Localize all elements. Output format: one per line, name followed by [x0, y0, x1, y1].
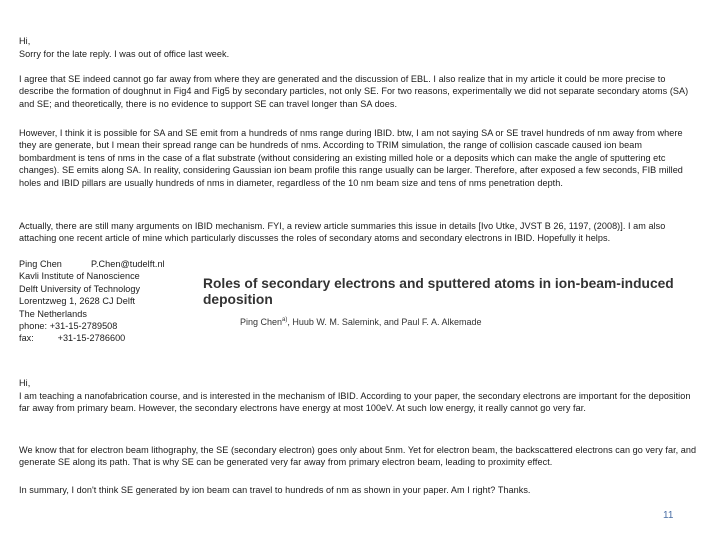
article-authors-line [203, 314, 688, 328]
signature-university: Delft University of Technology [19, 283, 141, 294]
signature-address: Lorentzweg 1, 2628 CJ Delft [19, 296, 136, 307]
email2-paragraph-1: I am teaching a nanofabrication course, and is interested in the mechanism of IBID. According to your paper, the secondary electrons are important for the deposition far away from primary beam. However, the secondary electrons have energy at most 100eV. At such low energy, it really cannot go very far. [19, 391, 691, 414]
article-title: Roles of secondary electrons and sputtered atoms in ion-beam-induced deposition [203, 276, 674, 307]
signature-fax-label: fax: [19, 333, 34, 344]
signature-institute: Kavli Institute of Nanoscience [19, 271, 140, 282]
email2-paragraph-3: In summary, I don't think SE generated by ion beam can travel to hundreds of nm as shown in your paper. Am I right? Thanks. [19, 485, 531, 495]
email1-paragraph-1: I agree that SE indeed cannot go far away from where they are generated and the discussion of EBL. I also realize that in my article it could be more precise to describe the formation of doughnut in Fig4 and Fig5 by secondary particles, not only SE. For two reasons, experimentally we did not separate secondary atoms (SA) and SE; and theoretically, there is no evidence to support SE can travel longer than SA does. [19, 74, 689, 109]
signature-email: P.Chen@tudelft.nl [91, 259, 165, 269]
signature-country: The Netherlands [19, 308, 87, 319]
author-footnote-mark: a) [282, 317, 288, 323]
email2-paragraph-2: We know that for electron beam lithography, the SE (secondary electron) goes only about 5nm. Yet for electron beam, the backscattered electrons can go very far, and generate SE along its path. That is why SE can be generated very far away from primary electron beam, leading to proximity effect. [19, 445, 697, 468]
signature-name-line [19, 258, 204, 270]
signature-fax-line [19, 332, 204, 344]
page-number: 11 [663, 510, 674, 521]
signature-name: Ping Chen [19, 259, 62, 269]
email1-apology: Sorry for the late reply. I was out of office last week. [19, 49, 230, 59]
email1-paragraph-3: Actually, there are still many arguments on IBID mechanism. FYI, a review article summaries this issue in details [Ivo Utke, JVST B 26, 1197, (2008)]. I am also attaching one recent article of mine which particularly discusses the roles of secondary atoms and secondary electrons in IBID. Hopefully it helps. [19, 221, 666, 244]
article-header-image [203, 276, 688, 328]
email1-paragraph-2: However, I think it is possible for SA and SE emit from a hundreds of nms range during IBID. btw, I am not saying SA or SE travel hundreds of nm away from where they are generate, but I mean their spread range can be hundreds of nms. According to TRIM simulation, the range of collision cascade caused ion beam bombardment is tens of nms in the case of a flat substrate (without considering an existing milled hole or a deposits which can make the angle of sputtering etc changes). SE emits along SA. In reality, considering Gaussian ion beam profile this range usually can be larger. Therefore, after exposed a few seconds, FIB milled holes and IBID pillars are usually hundreds of nms in diameter, regardless of the 10 nm beam size and tens of nms penetration depth. [19, 128, 683, 188]
signature-fax-number: +31-15-2786600 [57, 333, 126, 344]
signature-phone: phone: +31-15-2789508 [19, 321, 118, 332]
signature-block [19, 258, 204, 345]
article-authors: Ping Chen$^{a)}$, Huub W. M. Salemink, and Paul F. A. Alkemade [240, 317, 482, 327]
email1-greeting: Hi, [19, 36, 31, 46]
email2-greeting: Hi, [19, 378, 31, 388]
